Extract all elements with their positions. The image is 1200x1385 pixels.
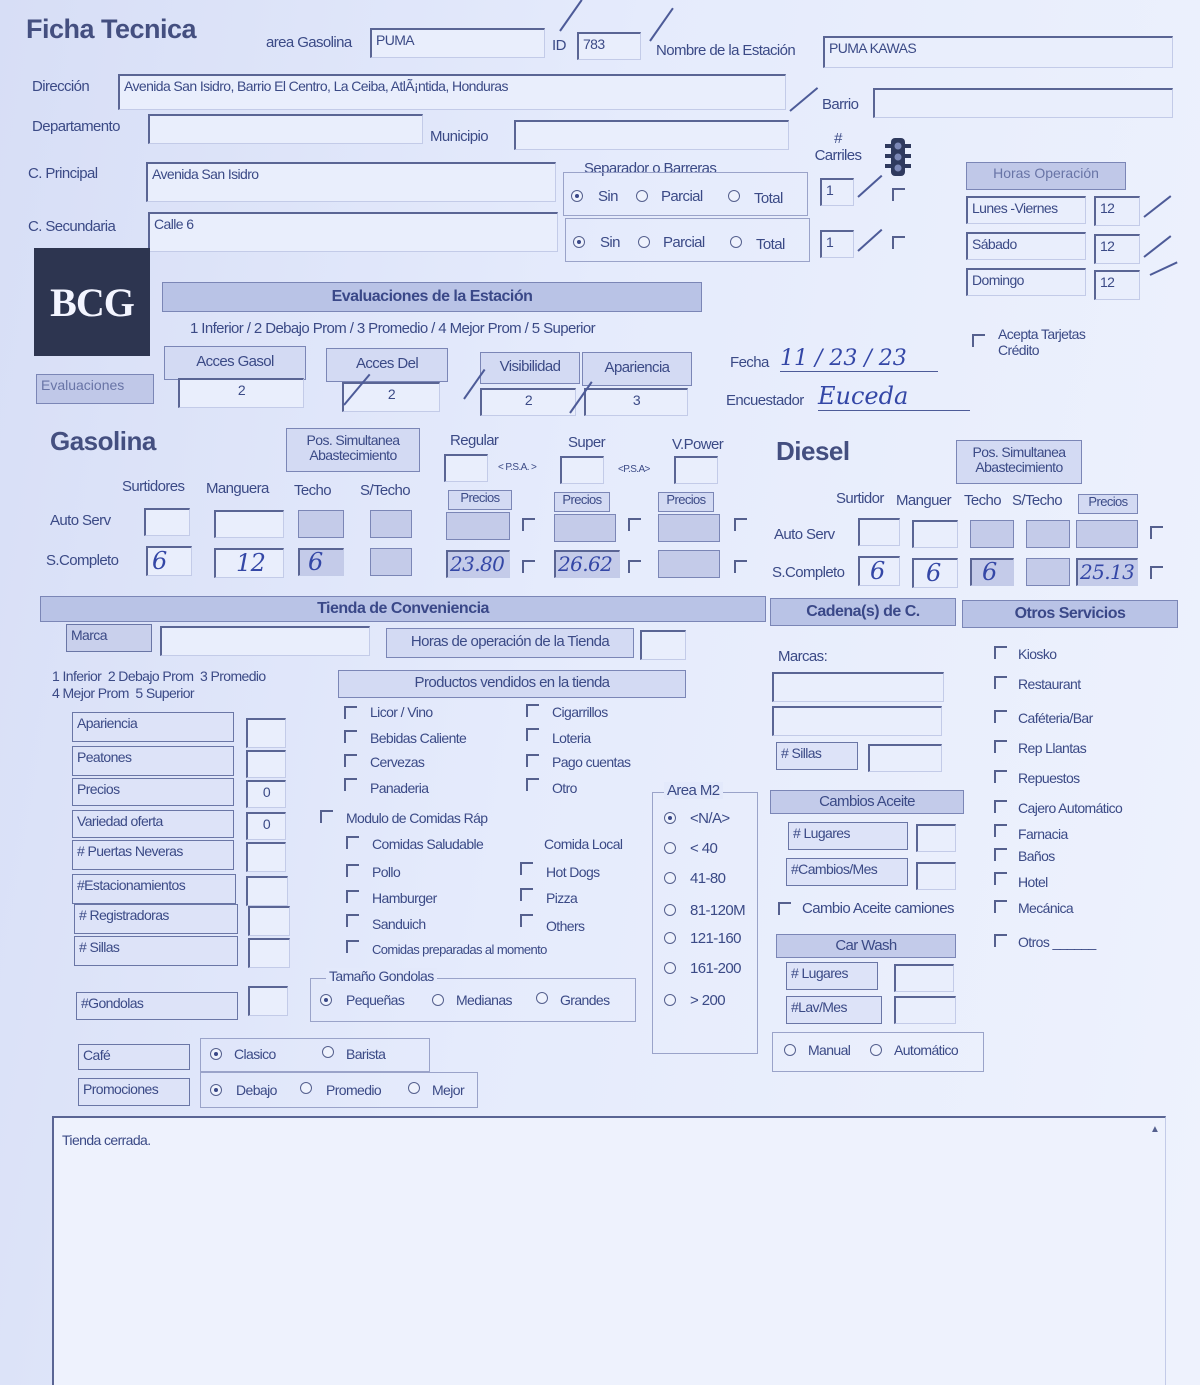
otro-label: Otro [552, 780, 577, 796]
licor-label: Licor / Vino [370, 704, 433, 720]
option-pequenas: Pequeñas [346, 992, 405, 1008]
bebidas-label: Bebidas Caliente [370, 730, 467, 746]
panaderia-checkbox[interactable] [344, 778, 357, 791]
id-label: ID [552, 37, 566, 54]
radio-pequenas[interactable] [320, 994, 332, 1006]
area-field[interactable]: PUMA [370, 28, 545, 58]
otros-servicios-header: Otros Servicios [962, 600, 1178, 628]
gas-auto-precio-super[interactable] [554, 514, 616, 542]
pen-mark [559, 0, 582, 32]
registradoras-label: # Registradoras [74, 904, 238, 934]
scroll-up-icon[interactable]: ▲ [1150, 1123, 1160, 1135]
domingo-field[interactable]: 12 [1094, 270, 1140, 300]
cafeteria-label: Caféteria/Bar [1018, 710, 1093, 726]
grade-regular: Regular [450, 432, 499, 449]
fecha-field[interactable]: 11 / 23 / 23 [780, 346, 938, 372]
id-field[interactable]: 783 [577, 32, 641, 60]
cadena-sillas-field[interactable] [868, 744, 942, 772]
option-area-200: > 200 [690, 992, 725, 1009]
barrio-field[interactable] [873, 88, 1173, 118]
tamano-gondolas-title: Tamaño Gondolas [326, 968, 437, 984]
option-area-na: <N/A> [690, 810, 730, 827]
diesel-sc-precio[interactable]: 25.13 [1076, 558, 1138, 586]
gondolas-count-field[interactable] [248, 986, 288, 1016]
diesel-auto-checkbox[interactable] [1150, 526, 1163, 539]
gas-sc-precio-regular[interactable]: 23.80 [446, 550, 510, 578]
option-parcial: Parcial [661, 188, 703, 205]
gas-sc-regular-checkbox[interactable] [522, 560, 535, 573]
productos-header: Productos vendidos en la tienda [338, 670, 686, 698]
diesel-auto-serv-label: Auto Serv [774, 526, 835, 543]
option-medianas: Medianas [456, 992, 512, 1008]
marcas-field-1[interactable] [772, 672, 944, 702]
radio-clasico[interactable] [210, 1048, 222, 1060]
carriles-label: # Carriles [814, 130, 862, 165]
acepta-tarjetas-label: Acepta Tarjetas Crédito [998, 326, 1086, 359]
apariencia-field[interactable]: 3 [584, 388, 688, 416]
option-barista: Barista [346, 1046, 386, 1062]
option-grandes: Grandes [560, 992, 610, 1008]
station-name-field[interactable]: PUMA KAWAS [823, 36, 1173, 68]
cadena-header: Cadena(s) de C. [770, 598, 956, 626]
farmacia-label: Farnacia [1018, 826, 1068, 842]
diesel-sc-techo[interactable]: 6 [970, 558, 1014, 586]
gas-sc-vpower-checkbox[interactable] [734, 560, 747, 573]
modulo-comidas-label: Modulo de Comidas Ráp [346, 810, 488, 826]
carriles-principal-field[interactable]: 1 [820, 178, 854, 206]
car-wash-header: Car Wash [776, 934, 956, 958]
mecanica-label: Mecánica [1018, 900, 1074, 916]
pollo-label: Pollo [372, 864, 401, 880]
option-sin: Sin [600, 234, 620, 251]
option-mejor: Mejor [432, 1082, 465, 1098]
marcas-label: Marcas: [778, 648, 828, 665]
visibilidad-field[interactable]: 2 [480, 388, 576, 416]
gas-auto-vpower-checkbox[interactable] [734, 518, 747, 531]
pen-mark [1150, 261, 1178, 275]
encuestador-field[interactable]: Euceda [818, 382, 970, 411]
gondolas-count-label: #Gondolas [76, 992, 238, 1020]
col-manguera: Manguera [206, 480, 269, 497]
carriles-secundaria-field[interactable]: 1 [820, 230, 854, 258]
rating-variedad-field[interactable]: 0 [246, 812, 286, 840]
option-parcial: Parcial [663, 234, 705, 251]
option-area-161-200: 161-200 [690, 960, 741, 977]
radio-automatico[interactable] [870, 1044, 882, 1056]
sanduich-label: Sanduich [372, 916, 426, 932]
area-label: area Gasolina [266, 34, 352, 51]
bebidas-checkbox[interactable] [344, 730, 357, 743]
banos-label: Baños [1018, 848, 1055, 864]
psa-super-field[interactable] [560, 456, 604, 484]
rating-variedad-label: Variedad oferta [72, 810, 234, 838]
others-checkbox[interactable] [520, 914, 533, 927]
tienda-sillas-field[interactable] [248, 938, 290, 968]
departamento-label: Departamento [32, 118, 120, 135]
gas-sc-stecho[interactable] [370, 548, 412, 576]
cafe-label: Café [78, 1044, 190, 1070]
lunes-viernes-field[interactable]: 12 [1094, 196, 1140, 226]
pen-mark [789, 87, 818, 112]
radio-principal-parcial[interactable] [636, 190, 648, 202]
repuestos-checkbox[interactable] [994, 770, 1007, 783]
cervezas-checkbox[interactable] [344, 754, 357, 767]
gasolina-pos-simultanea-button[interactable]: Pos. Simultanea Abastecimiento [286, 428, 420, 472]
pen-mark [1143, 235, 1171, 258]
diesel-auto-stecho[interactable] [1026, 520, 1070, 548]
diesel-col-techo: Techo [964, 492, 1002, 509]
cambios-aceite-header: Cambios Aceite [770, 790, 964, 814]
rating-peatones-field[interactable] [246, 750, 286, 778]
option-sin: Sin [598, 188, 618, 205]
gas-auto-stecho[interactable] [370, 510, 412, 538]
hot-dogs-label: Hot Dogs [546, 864, 600, 880]
hamburger-checkbox[interactable] [346, 890, 359, 903]
diesel-precios-button[interactable]: Precios [1078, 494, 1138, 514]
option-debajo: Debajo [236, 1082, 277, 1098]
hamburger-label: Hamburger [372, 890, 437, 906]
notes-textarea[interactable]: Tienda cerrada. [52, 1116, 1166, 1385]
radio-secundaria-parcial[interactable] [638, 236, 650, 248]
option-promedio: Promedio [326, 1082, 382, 1098]
visibilidad-button[interactable]: Visibilidad [480, 352, 580, 384]
radio-area-na[interactable] [664, 812, 676, 824]
diesel-title: Diesel [776, 436, 850, 466]
gas-sc-super-checkbox[interactable] [628, 560, 641, 573]
gas-sc-precio-super[interactable]: 26.62 [554, 550, 620, 578]
gas-auto-precio-vpower[interactable] [658, 514, 720, 542]
tienda-sillas-label: # Sillas [74, 936, 238, 966]
pollo-checkbox[interactable] [346, 864, 359, 877]
cajero-label: Cajero Automático [1018, 800, 1123, 816]
precios-super-button[interactable]: Precios [554, 492, 610, 512]
station-name-label: Nombre de la Estación [656, 42, 796, 59]
hotel-label: Hotel [1018, 874, 1048, 890]
diesel-auto-surtidor[interactable] [858, 518, 900, 546]
radio-secundaria-total[interactable] [730, 236, 742, 248]
sabado-field[interactable]: 12 [1094, 234, 1140, 264]
lunes-viernes-label: Lunes -Viernes [966, 196, 1086, 224]
loteria-checkbox[interactable] [526, 728, 539, 741]
cambios-mes-label: #Cambios/Mes [786, 858, 908, 886]
gas-sc-surtidores[interactable]: 6 [146, 546, 192, 576]
radio-area-161-200[interactable] [664, 962, 676, 974]
cambios-mes-field[interactable] [916, 862, 956, 890]
loteria-label: Loteria [552, 730, 591, 746]
evaluaciones-header: Evaluaciones de la Estación [162, 282, 702, 312]
radio-grandes[interactable] [536, 992, 548, 1004]
acces-del-button[interactable]: Acces Del [326, 348, 448, 382]
cigarrillos-label: Cigarrillos [552, 704, 608, 720]
radio-manual[interactable] [784, 1044, 796, 1056]
direccion-label: Dirección [32, 78, 90, 95]
direccion-field[interactable]: Avenida San Isidro, Barrio El Centro, La Ceiba, AtlÃ¡ntida, Honduras [118, 74, 786, 110]
kiosko-label: Kiosko [1018, 646, 1057, 662]
puertas-neveras-label: # Puertas Neveras [72, 840, 234, 870]
licor-checkbox[interactable] [344, 706, 357, 719]
gas-auto-manguera[interactable] [214, 510, 284, 538]
departamento-field[interactable] [148, 114, 423, 144]
municipio-field[interactable] [514, 120, 789, 150]
otro-checkbox[interactable] [526, 778, 539, 791]
barrio-label: Barrio [822, 96, 859, 113]
option-area-40: < 40 [690, 840, 718, 857]
psa-vpower-field[interactable] [674, 456, 718, 484]
panaderia-label: Panaderia [370, 780, 429, 796]
diesel-sc-checkbox[interactable] [1150, 566, 1163, 579]
municipio-label: Municipio [430, 128, 488, 145]
tienda-header: Tienda de Conveniencia [40, 596, 766, 622]
gas-auto-surtidores[interactable] [144, 508, 190, 536]
calle-secundaria-field[interactable]: Calle 6 [148, 212, 558, 252]
radio-debajo[interactable] [210, 1084, 222, 1096]
marca-label: Marca [66, 624, 152, 652]
gas-sc-techo[interactable]: 6 [298, 548, 344, 576]
cambios-lugares-label: # Lugares [788, 822, 908, 850]
rep-llantas-checkbox[interactable] [994, 740, 1007, 753]
psa-regular-field[interactable] [444, 454, 488, 482]
option-total: Total [754, 190, 783, 207]
registradoras-field[interactable] [248, 906, 290, 936]
option-area-41-80: 41-80 [690, 870, 726, 887]
pen-mark [857, 229, 882, 252]
lav-mes-label: #Lav/Mes [786, 996, 882, 1024]
puertas-neveras-field[interactable] [246, 842, 286, 872]
horas-operacion-button[interactable]: Horas Operación [966, 162, 1126, 190]
pen-mark [1143, 195, 1171, 218]
radio-area-40[interactable] [664, 842, 676, 854]
option-manual: Manual [808, 1042, 851, 1058]
otros-label: Otros ______ [1018, 934, 1096, 950]
cervezas-label: Cervezas [370, 754, 425, 770]
gas-auto-serv-label: Auto Serv [50, 512, 111, 529]
radio-principal-total[interactable] [728, 190, 740, 202]
gas-sc-precio-vpower[interactable] [658, 550, 720, 578]
radio-area-81-120[interactable] [664, 904, 676, 916]
mecanica-checkbox[interactable] [994, 900, 1007, 913]
diesel-pos-simultanea-button[interactable]: Pos. Simultanea Abastecimiento [956, 440, 1082, 484]
col-techo: Techo [294, 482, 332, 499]
semaforo-principal-checkbox[interactable] [892, 188, 905, 201]
cadena-sillas-label: # Sillas [776, 742, 858, 770]
radio-area-200[interactable] [664, 994, 676, 1006]
radio-secundaria-sin[interactable] [573, 236, 585, 248]
kiosko-checkbox[interactable] [994, 646, 1007, 659]
repuestos-label: Repuestos [1018, 770, 1080, 786]
farmacia-checkbox[interactable] [994, 824, 1007, 837]
area-m2-group [652, 792, 758, 1054]
calle-principal-field[interactable]: Avenida San Isidro [146, 162, 556, 202]
comidas-preparadas-checkbox[interactable] [346, 940, 359, 953]
lav-mes-field[interactable] [894, 996, 956, 1024]
gas-auto-techo[interactable] [298, 510, 344, 538]
cafeteria-checkbox[interactable] [994, 710, 1007, 723]
gas-s-completo-label: S.Completo [46, 552, 119, 569]
estacionamientos-label: #Estacionamientos [72, 874, 236, 904]
rating-precios-field[interactable]: 0 [246, 780, 286, 808]
radio-principal-sin[interactable] [571, 190, 583, 202]
psa-label: < P.S.A. > [498, 462, 537, 473]
diesel-col-surtidor: Surtidor [836, 490, 884, 507]
radio-mejor[interactable] [408, 1082, 420, 1094]
horas-tienda-button[interactable]: Horas de operación de la Tienda [386, 628, 634, 658]
sabado-label: Sábado [966, 232, 1086, 260]
traffic-light-icon [880, 136, 916, 180]
estacionamientos-field[interactable] [246, 876, 288, 906]
area-m2-title: Area M2 [664, 782, 723, 799]
rating-apariencia-field[interactable] [246, 718, 286, 748]
precios-vpower-button[interactable]: Precios [658, 492, 714, 512]
encuestador-label: Encuestador [726, 392, 804, 409]
gas-auto-regular-checkbox[interactable] [522, 518, 535, 531]
marca-field[interactable] [160, 626, 370, 656]
pen-mark [649, 8, 674, 42]
gas-auto-precio-regular[interactable] [446, 512, 510, 540]
pizza-checkbox[interactable] [520, 888, 533, 901]
calle-principal-label: C. Principal [28, 165, 98, 182]
tienda-scale: 1 Inferior 2 Debajo Prom 3 Promedio 4 Mejor Prom 5 Superior [52, 668, 266, 701]
promociones-label: Promociones [78, 1078, 190, 1106]
pago-cuentas-checkbox[interactable] [526, 754, 539, 767]
cigarrillos-checkbox[interactable] [526, 704, 539, 717]
diesel-sc-stecho[interactable] [1026, 558, 1070, 586]
separador-title: Separador o Barreras [584, 160, 717, 177]
restaurant-label: Restaurant [1018, 676, 1081, 692]
comida-local-label: Comida Local [544, 836, 623, 852]
evaluaciones-label: Evaluaciones [36, 374, 154, 404]
cajero-checkbox[interactable] [994, 800, 1007, 813]
diesel-col-manguer: Manguer [896, 492, 952, 509]
bcg-logo: BCG [34, 248, 150, 356]
grade-super: Super [568, 434, 606, 451]
option-area-121-160: 121-160 [690, 930, 741, 947]
otros-checkbox[interactable] [994, 934, 1007, 947]
rep-llantas-label: Rep Llantas [1018, 740, 1087, 756]
radio-medianas[interactable] [432, 994, 444, 1006]
gasolina-title: Gasolina [50, 426, 156, 456]
carwash-lugares-field[interactable] [894, 964, 954, 992]
form-title: Ficha Tecnica [26, 14, 197, 44]
option-clasico: Clasico [234, 1046, 276, 1062]
sanduich-checkbox[interactable] [346, 914, 359, 927]
hot-dogs-checkbox[interactable] [520, 862, 533, 875]
col-surtidores: Surtidores [122, 478, 185, 495]
comidas-preparadas-label: Comidas preparadas al momento [372, 942, 547, 957]
apariencia-button[interactable]: Apariencia [582, 352, 692, 386]
radio-area-41-80[interactable] [664, 872, 676, 884]
carwash-lugares-label: # Lugares [786, 962, 878, 990]
semaforo-secundaria-checkbox[interactable] [892, 236, 905, 249]
hotel-checkbox[interactable] [994, 872, 1007, 885]
horas-tienda-field[interactable] [640, 630, 686, 660]
option-automatico: Automático [894, 1042, 959, 1058]
diesel-sc-manguer[interactable]: 6 [912, 558, 958, 588]
gas-auto-super-checkbox[interactable] [628, 518, 641, 531]
diesel-col-stecho: S/Techo [1012, 492, 1062, 509]
comidas-saludable-checkbox[interactable] [346, 836, 359, 849]
option-area-81-120: 81-120M [690, 902, 746, 919]
diesel-s-completo-label: S.Completo [772, 564, 845, 581]
acepta-tarjetas-checkbox[interactable] [972, 334, 985, 347]
cambios-lugares-field[interactable] [916, 824, 956, 852]
pago-cuentas-label: Pago cuentas [552, 754, 631, 770]
comidas-saludable-label: Comidas Saludable [372, 836, 484, 852]
radio-barista[interactable] [322, 1046, 334, 1058]
domingo-label: Domingo [966, 268, 1086, 296]
cambio-camiones-label: Cambio Aceite camiones [802, 900, 954, 917]
rating-apariencia-label: Apariencia [72, 712, 234, 742]
marcas-field-2[interactable] [772, 706, 942, 736]
diesel-auto-techo[interactable] [970, 520, 1014, 548]
banos-checkbox[interactable] [994, 848, 1007, 861]
cambio-camiones-checkbox[interactable] [778, 902, 791, 915]
acces-del-field[interactable]: 2 [342, 382, 440, 412]
rating-peatones-label: Peatones [72, 746, 234, 776]
restaurant-checkbox[interactable] [994, 676, 1007, 689]
col-stecho: S/Techo [360, 482, 410, 499]
psa-label: <P.S.A> [618, 464, 650, 475]
precios-regular-button[interactable]: Precios [448, 490, 512, 510]
radio-area-121-160[interactable] [664, 932, 676, 944]
pen-mark [857, 175, 882, 198]
pizza-label: Pizza [546, 890, 578, 906]
acces-gasol-field[interactable]: 2 [178, 378, 304, 408]
others-label: Others [546, 918, 585, 934]
diesel-sc-surtidor[interactable]: 6 [858, 556, 900, 586]
fecha-label: Fecha [730, 354, 769, 371]
diesel-auto-manguer[interactable] [912, 520, 958, 548]
gas-sc-manguera[interactable]: 12 [214, 548, 284, 578]
radio-promedio[interactable] [300, 1082, 312, 1094]
calle-secundaria-label: C. Secundaria [28, 218, 116, 235]
grade-vpower: V.Power [672, 436, 724, 453]
acces-gasol-button[interactable]: Acces Gasol [164, 346, 306, 380]
rating-precios-label: Precios [72, 778, 234, 806]
option-total: Total [756, 236, 785, 253]
modulo-comidas-checkbox[interactable] [320, 810, 333, 823]
diesel-auto-precio[interactable] [1076, 520, 1138, 548]
evaluaciones-scale: 1 Inferior / 2 Debajo Prom / 3 Promedio / 4 Mejor Prom / 5 Superior [190, 320, 595, 337]
